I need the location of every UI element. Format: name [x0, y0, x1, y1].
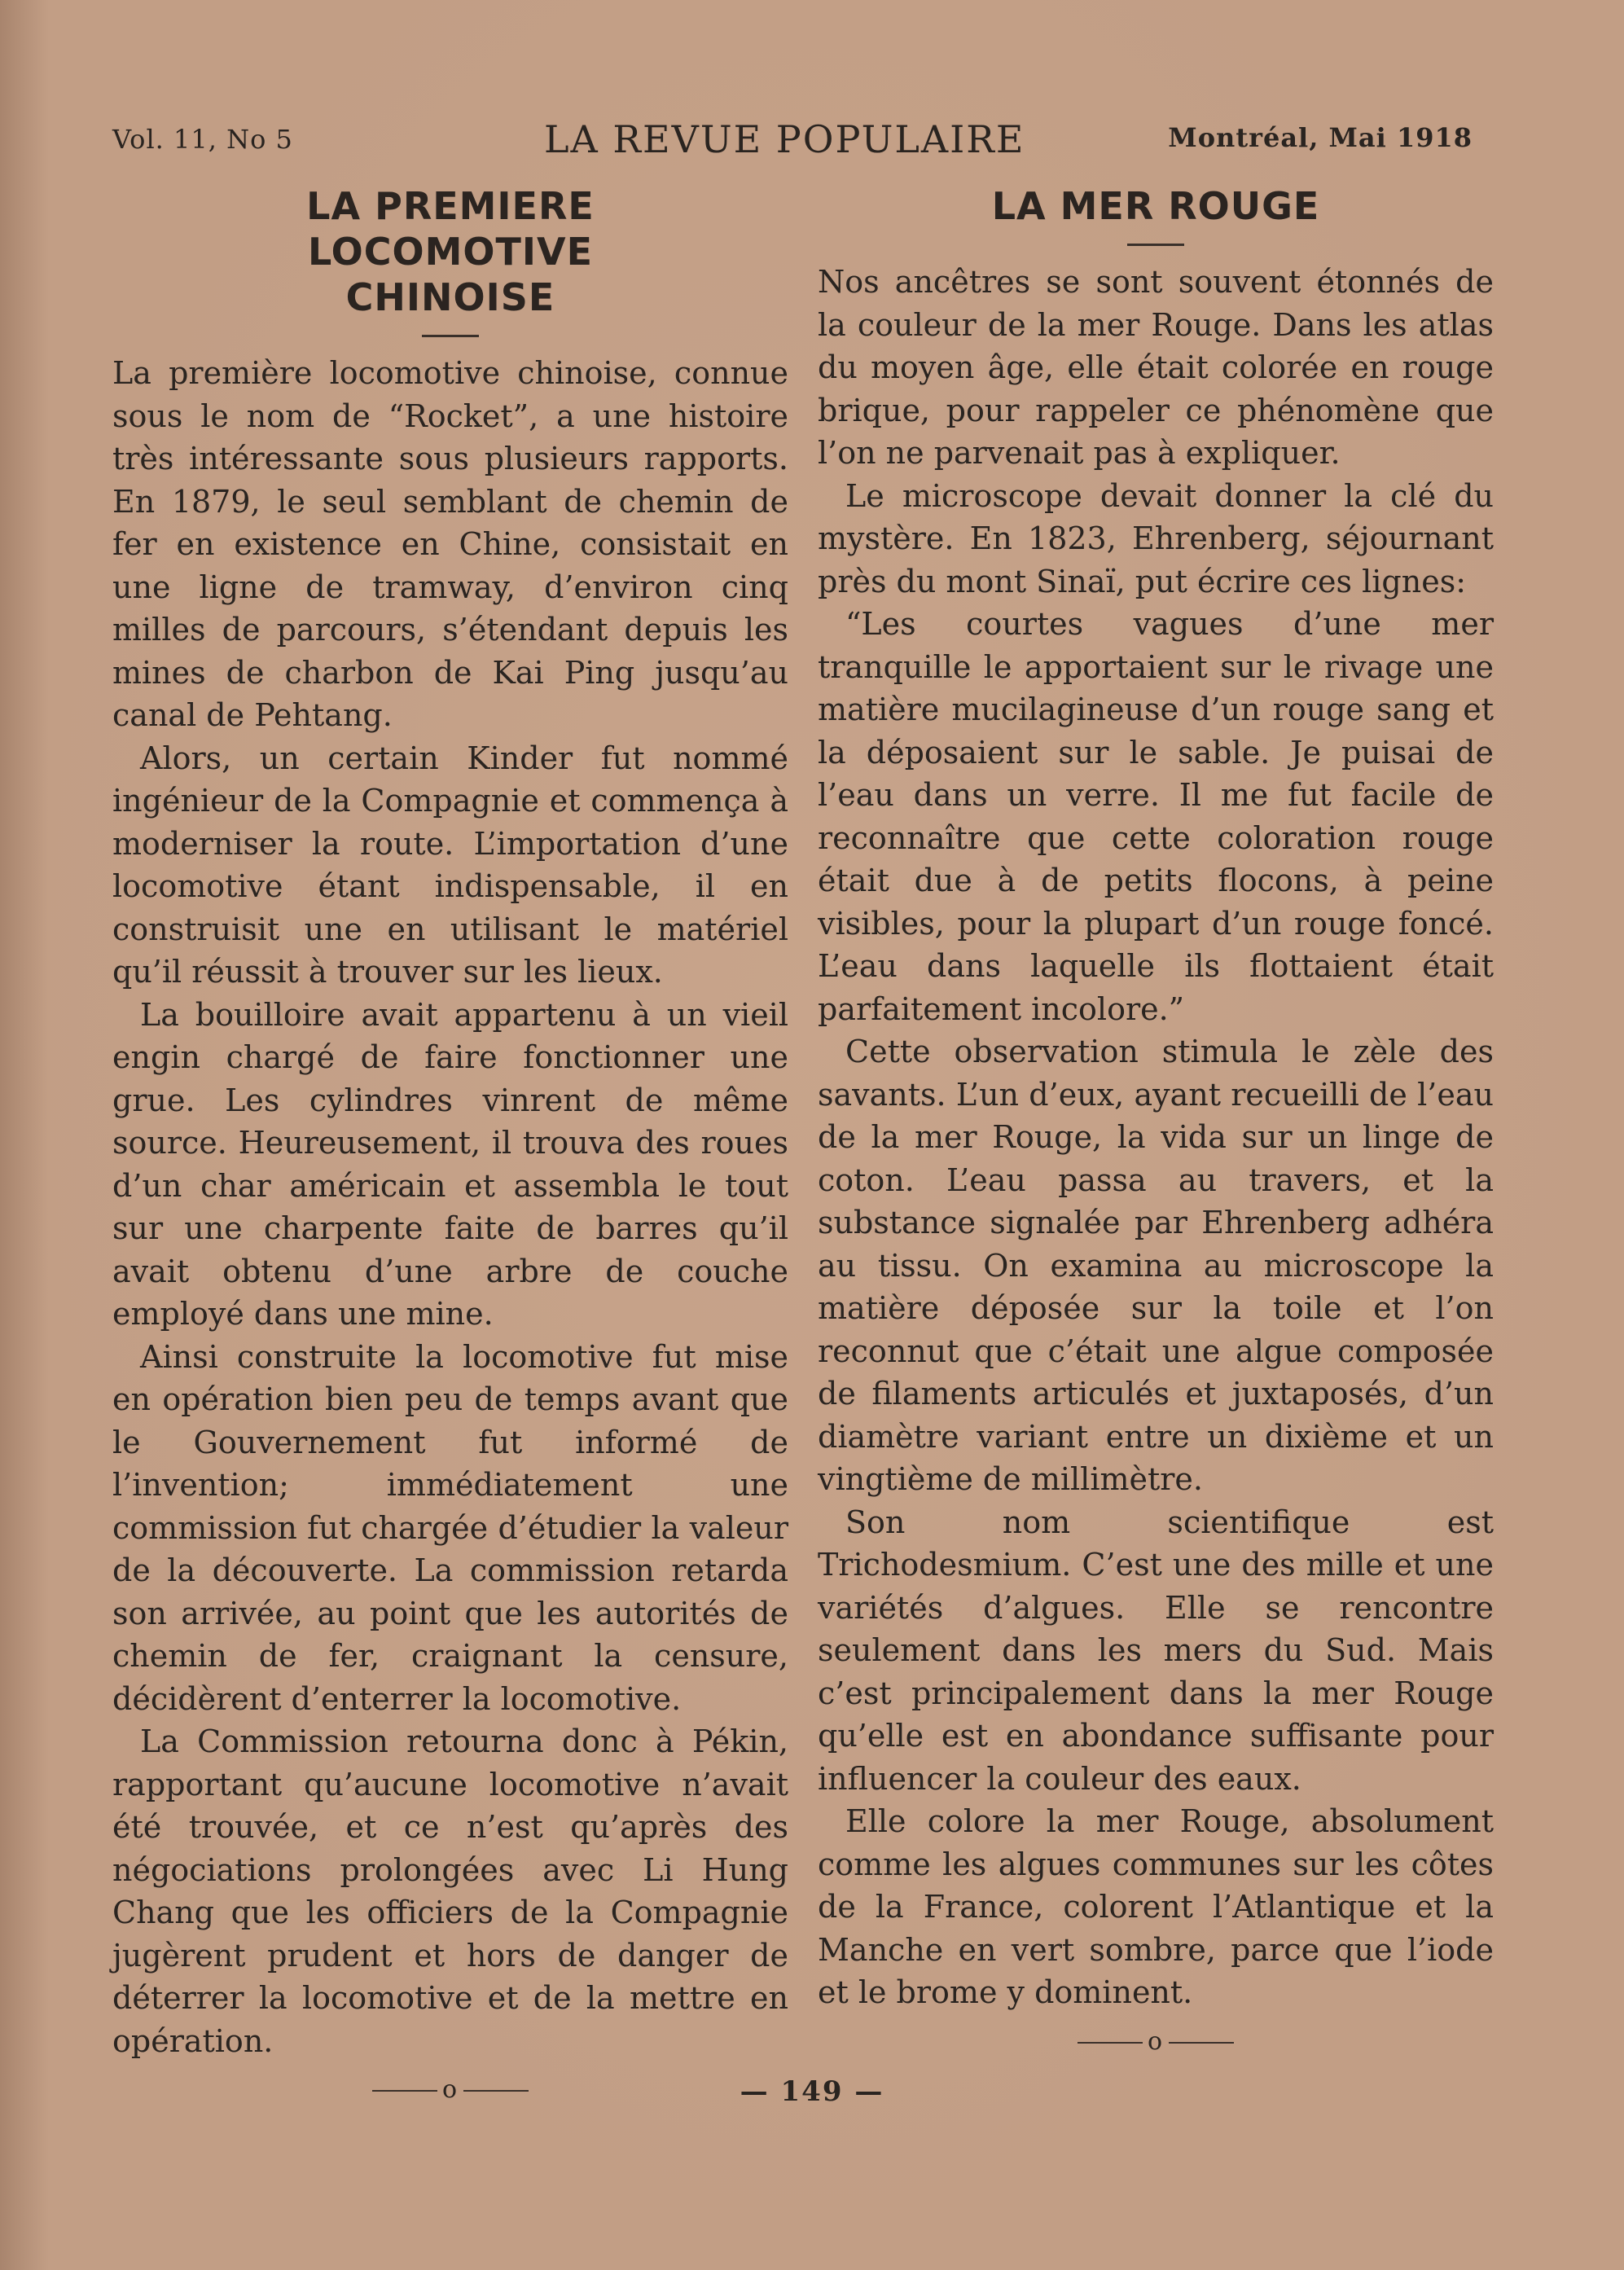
- article-mer-rouge: [818, 183, 1494, 2056]
- headline-rule: [422, 335, 479, 337]
- article-paragraph: Elle colore la mer Rouge, absolument comme les algues communes sur les côtes de la France, colorent l’Atlantique et la Manche en vert sombre, parce que l’iode et le brome y dominent.: [818, 1803, 1494, 2010]
- article-paragraph: “Les courtes vagues d’une mer tranquille le apportaient sur le rivage une matière mucilagineuse d’un rouge sang et la déposaient sur le sable. Je puisai de l’eau dans un verre. Il me fut facile de reconnaître que cette coloration rouge était due à de petits flocons, à peine visibles, pour la plupart d’un rouge foncé. L’eau dans laquelle ils flottaient était parfaitement incolore.”: [818, 606, 1494, 1027]
- article-paragraph: Cette observation stimula le zèle des savants. L’un d’eux, ayant recueilli de l’eau de la mer Rouge, la vida sur un linge de coton. L’eau passa au travers, et la substance signalée par Ehrenberg adhéra au tissu. On examina au microscope la matière déposée sur la toile et l’on reconnut que c’était une algue composée de filaments articulés et juxtaposés, d’un diamètre variant entre un dixième et un vingtième de millimètre.: [818, 1034, 1494, 1497]
- article-paragraph: Le microscope devait donner la clé du mystère. En 1823, Ehrenberg, séjournant près du mont Sinaï, put écrire ces lignes:: [818, 477, 1494, 599]
- article-paragraph: La première locomotive chinoise, connue sous le nom de “Rocket”, a une histoire très intéressante sous plusieurs rapports. En 1879, le seul semblant de chemin de fer en existence en Chine, consistait en une ligne de tramway, d’environ cinq milles de parcours, s’étendant depuis les mines de charbon de Kai Ping jusqu’au canal de Pehtang.: [112, 355, 788, 733]
- end-symbol: o: [1147, 2026, 1165, 2056]
- page-number: — 149 —: [740, 2075, 884, 2108]
- article-headline: LA PREMIERE LOCOMOTIVE CHINOISE: [306, 184, 595, 319]
- end-rule: [1169, 2042, 1234, 2044]
- article-headline: LA MER ROUGE: [991, 184, 1320, 228]
- publication-title: LA REVUE POPULAIRE: [544, 117, 1025, 161]
- volume-number: Vol. 11, No 5: [112, 124, 293, 155]
- article-locomotive: [112, 183, 788, 2104]
- article-paragraph: Nos ancêtres se sont souvent étonnés de la couleur de la mer Rouge. Dans les atlas du moyen âge, elle était colorée en rouge brique, pour rappeler ce phénomène que l’on ne parvenait pas à expliquer.: [818, 264, 1494, 471]
- headline-rule: [1127, 244, 1184, 246]
- article-paragraph: La Commission retourna donc à Pékin, rapportant qu’aucune locomotive n’avait été trouvée, et ce n’est qu’après des négociations prolongées avec Li Hung Chang que les officiers de la Compagnie jugèrent prudent et hors de danger de déterrer la locomotive et de la mettre en opération.: [112, 1723, 788, 2059]
- article-paragraph: Alors, un certain Kinder fut nommé ingénieur de la Compagnie et commença à moderniser la route. L’importation d’une locomotive étant indispensable, il en construisit une en utilisant le matériel qu’il réussit à trouver sur les lieux.: [112, 740, 788, 990]
- end-symbol: o: [441, 2075, 459, 2104]
- article-paragraph: Son nom scientifique est Trichodesmium. C’est une des mille et une variétés d’algues. Elle se rencontre seulement dans les mers du Sud. Mais c’est principalement dans la mer Rouge qu’elle est en abondance suffisante pour influencer la couleur des eaux.: [818, 1504, 1494, 1797]
- running-header: [112, 117, 1473, 161]
- article-paragraph: La bouilloire avait appartenu à un vieil engin chargé de faire fonctionner une grue. Les cylindres vinrent de même source. Heureusement, il trouva des roues d’un char américain et assembla le tout sur une charpente faite de barres qu’il avait obtenu d’une arbre de couche employé dans une mine.: [112, 996, 788, 1332]
- end-rule: [1078, 2042, 1143, 2044]
- article-end-mark: [818, 2027, 1494, 2056]
- article-paragraph: Ainsi construite la locomotive fut mise en opération bien peu de temps avant que le Gouvernement fut informé de l’invention; immédiatement une commission fut chargée d’étudier la valeur de la découverte. La commission retarda son arrivée, au point que les autorités de chemin de fer, craignant la censure, décidèrent d’enterrer la locomotive.: [112, 1338, 788, 1717]
- issue-date: Montréal, Mai 1918: [1168, 122, 1473, 153]
